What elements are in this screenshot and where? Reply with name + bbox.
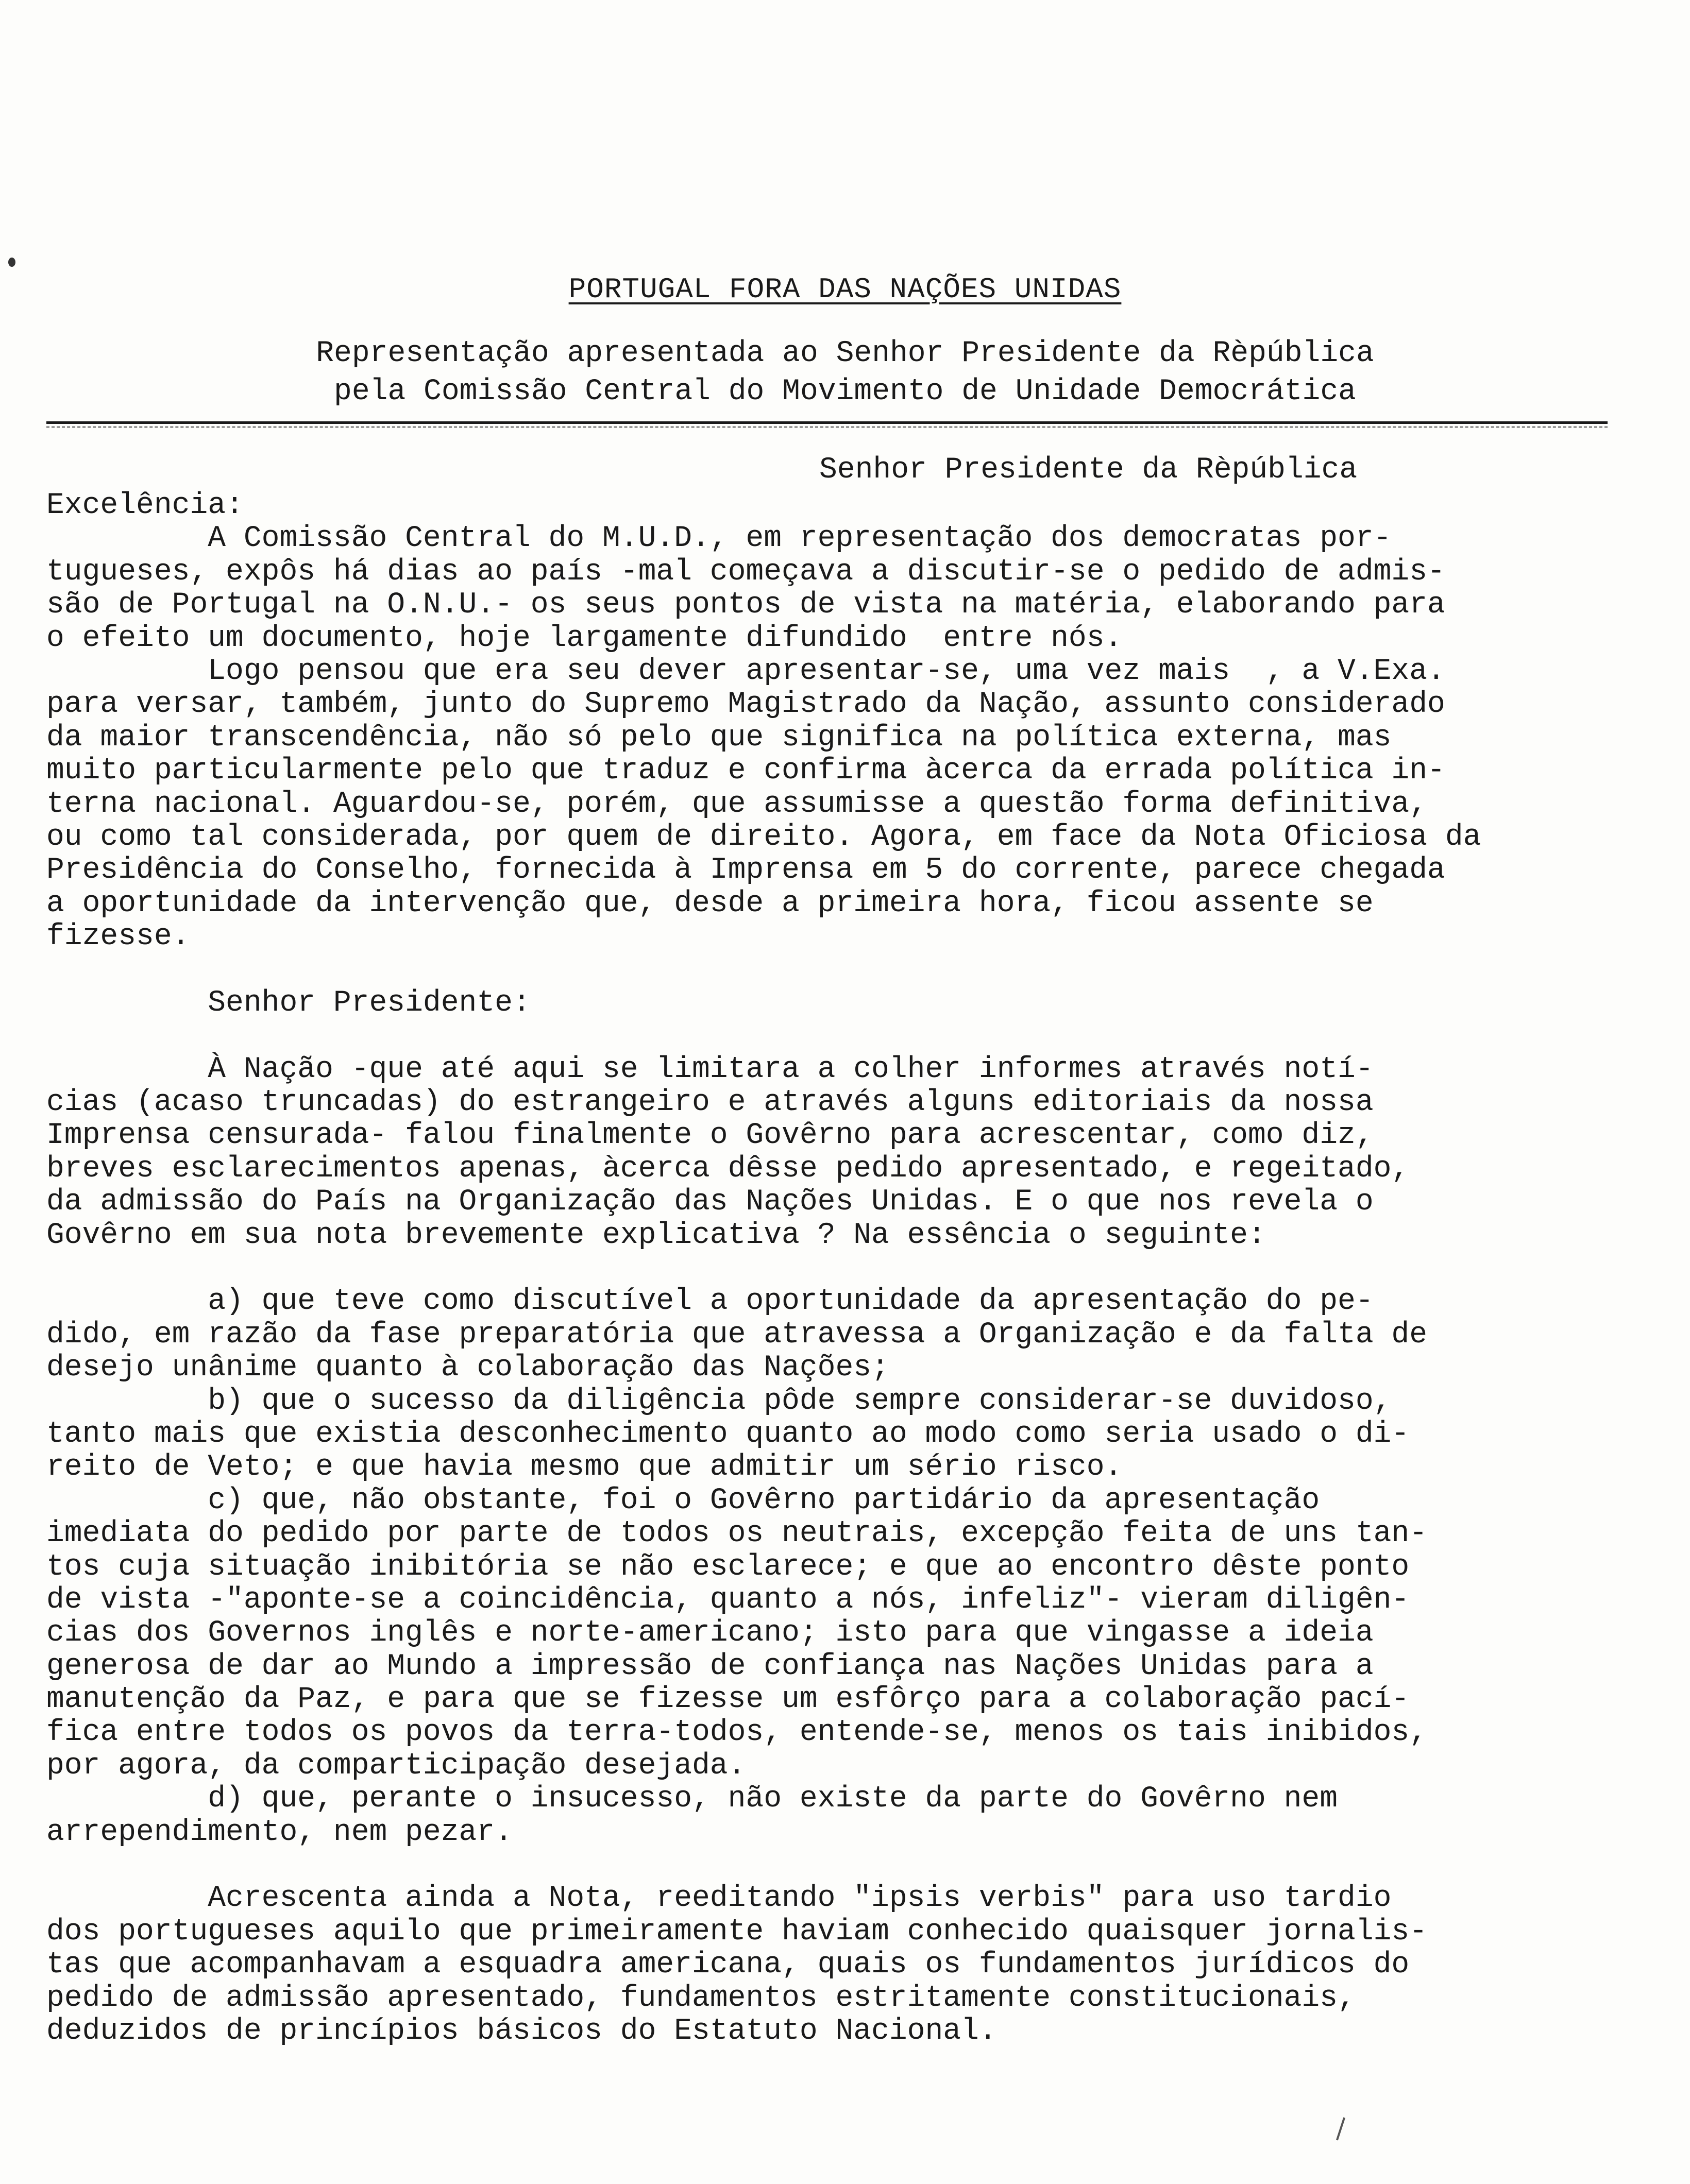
body-line: A Comissão Central do M.U.D., em representação dos democratas por- xyxy=(46,522,1392,556)
body-line: deduzidos de princípios básicos do Estatuto Nacional. xyxy=(46,2014,997,2048)
ink-speck xyxy=(8,258,15,267)
document-subtitle-line-2: pela Comissão Central do Movimento de Unidade Democrática xyxy=(334,375,1356,408)
body-line: tos cuja situação inibitória se não esclarece; e que ao encontro dêste ponto xyxy=(46,1550,1410,1584)
body-line: da admissão do País na Organização das Nações Unidas. E o que nos revela o xyxy=(46,1185,1374,1219)
body-line: da maior transcendência, não só pelo que significa na política externa, mas xyxy=(46,721,1392,755)
header-divider-dashed xyxy=(46,426,1608,428)
blank-line xyxy=(46,1849,1633,1882)
body-line: a) que teve como discutível a oportunidade da apresentação do pe- xyxy=(46,1285,1374,1319)
body-line: fica entre todos os povos da terra-todos, entende-se, menos os tais inibidos, xyxy=(46,1716,1428,1750)
body-line: dos portugueses aquilo que primeiramente haviam conhecido quaisquer jornalis- xyxy=(46,1915,1428,1949)
body-line: desejo unânime quanto à colaboração das Nações; xyxy=(46,1351,889,1385)
body-line: ou como tal considerada, por quem de direito. Agora, em face da Nota Oficiosa da xyxy=(46,820,1481,854)
blank-line xyxy=(46,1020,1633,1053)
body-line: de vista -"aponte-se a coincidência, quanto a nós, infeliz"- vieram diligên- xyxy=(46,1583,1410,1617)
pen-mark xyxy=(1336,2118,1345,2141)
body-line: por agora, da comparticipação desejada. xyxy=(46,1749,746,1783)
body-line: Excelência: xyxy=(46,489,244,522)
body-line: arrependimento, nem pezar. xyxy=(46,1815,513,1849)
body-line: cias dos Governos inglês e norte-americano; isto para que vingasse a ideia xyxy=(46,1616,1374,1650)
body-line: b) que o sucesso da diligência pôde sempre considerar-se duvidoso, xyxy=(46,1384,1392,1418)
body-line: Govêrno em sua nota brevemente explicativa ? Na essência o seguinte: xyxy=(46,1218,1266,1252)
body-line: tugueses, expôs há dias ao país -mal começava a discutir-se o pedido de admis- xyxy=(46,555,1445,589)
body-line: Logo pensou que era seu dever apresentar-se, uma vez mais , a V.Exa. xyxy=(46,654,1445,688)
body-line: Presidência do Conselho, fornecida à Imprensa em 5 do corrente, parece chegada xyxy=(46,854,1445,888)
body-line: generosa de dar ao Mundo a impressão de confiança nas Nações Unidas para a xyxy=(46,1649,1374,1683)
blank-line xyxy=(46,1252,1633,1285)
body-line: são de Portugal na O.N.U.- os seus pontos de vista na matéria, elaborando para xyxy=(46,588,1445,622)
body-line: fizesse. xyxy=(46,920,190,954)
body-line: manutenção da Paz, e para que se fizesse um esfôrço para a colaboração pací- xyxy=(46,1683,1410,1717)
body-line: terna nacional. Aguardou-se, porém, que assumisse a questão forma definitiva, xyxy=(46,787,1428,821)
document-subtitle-line-1: Representação apresentada ao Senhor Presidente da Rèpública xyxy=(316,337,1374,370)
body-line: tanto mais que existia desconhecimento quanto ao modo como seria usado o di- xyxy=(46,1417,1410,1451)
body-line: para versar, também, junto do Supremo Magistrado da Nação, assunto considerado xyxy=(46,688,1445,722)
body-line: c) que, não obstante, foi o Govêrno partidário da apresentação xyxy=(46,1483,1320,1517)
body-line: Senhor Presidente: xyxy=(46,986,531,1020)
document-body xyxy=(46,489,1633,2048)
body-line: Imprensa censurada- falou finalmente o Govêrno para acrescentar, como diz, xyxy=(46,1119,1374,1153)
document-title: PORTUGAL FORA DAS NAÇÕES UNIDAS xyxy=(568,273,1122,306)
body-line: a oportunidade da intervenção que, desde a primeira hora, ficou assente se xyxy=(46,886,1374,920)
body-line: cias (acaso truncadas) do estrangeiro e através alguns editoriais da nossa xyxy=(46,1086,1374,1120)
body-line: reito de Veto; e que havia mesmo que admitir um sério risco. xyxy=(46,1451,1123,1485)
body-line: À Nação -que até aqui se limitara a colher informes através notí- xyxy=(46,1052,1374,1086)
body-line: imediata do pedido por parte de todos os neutrais, excepção feita de uns tan- xyxy=(46,1517,1428,1551)
body-line: d) que, perante o insucesso, não existe da parte do Govêrno nem xyxy=(46,1782,1338,1816)
blank-line xyxy=(46,953,1633,986)
body-line: dido, em razão da fase preparatória que atravessa a Organização e da falta de xyxy=(46,1318,1428,1352)
body-line: tas que acompanhavam a esquadra americana, quais os fundamentos jurídicos do xyxy=(46,1948,1410,1982)
header-divider xyxy=(46,421,1608,424)
body-line: pedido de admissão apresentado, fundamentos estritamente constitucionais, xyxy=(46,1981,1356,2015)
body-line: muito particularmente pelo que traduz e confirma àcerca da errada política in- xyxy=(46,754,1445,788)
addressee-line: Senhor Presidente da Rèpública xyxy=(819,453,1358,487)
body-line: o efeito um documento, hoje largamente difundido entre nós. xyxy=(46,621,1123,655)
body-line: Acrescenta ainda a Nota, reeditando "ipsis verbis" para uso tardio xyxy=(46,1882,1392,1916)
body-line: breves esclarecimentos apenas, àcerca dêsse pedido apresentado, e regeitado, xyxy=(46,1152,1410,1186)
